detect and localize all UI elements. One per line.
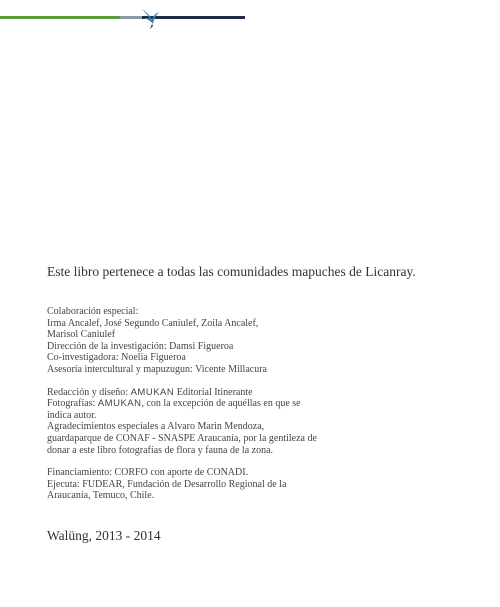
colab-names-line-1: Irma Ancalef, José Segundo Caniulef, Zoila Ancalef, — [47, 317, 259, 329]
brand-amukan-photos: AMUKAN — [97, 398, 142, 410]
decorative-top-bar — [0, 16, 245, 20]
research-direction: Dirección de la investigación: Damsi Figueroa — [47, 340, 234, 352]
bird-icon — [138, 6, 160, 30]
intercultural-advisory: Asesoría intercultural y mapuzugun: Vicente Millacura — [47, 363, 267, 375]
credits-block — [47, 306, 467, 502]
funding: Financiamiento: CORFO con aporte de CONADI. — [47, 467, 249, 479]
photo-credit-line-2: indica autor. — [47, 409, 97, 421]
acknowledgement-line-1: Agradecimientos especiales a Alvaro Marin Mendoza, — [47, 421, 265, 433]
photo-credit: Fotografías: AMUKAN, con la excepción de aquéllas en que se — [47, 398, 301, 410]
acknowledgement-line-2: guardaparque de CONAF - SNASPE Araucanía, por la gentileza de — [47, 432, 317, 444]
place-and-date: Walüng, 2013 - 2014 — [47, 528, 161, 543]
acknowledgement-line-3: donar a este libro fotografías de flora y fauna de la zona. — [47, 444, 274, 456]
editorial-credit: Redacción y diseño: AMUKAN Editorial Itinerante — [47, 386, 253, 398]
executor-line-1: Ejecuta: FUDEAR, Fundación de Desarrollo Regional de la — [47, 478, 287, 490]
executor-line-2: Araucanía, Temuco, Chile. — [47, 490, 155, 502]
brand-amukan: AMUKAN — [130, 386, 175, 398]
colab-title: Colaboración especial: — [47, 306, 139, 317]
co-investigator: Co-investigadora: Noelia Figueroa — [47, 352, 186, 364]
colab-names-line-2: Marisol Caniulef — [47, 329, 116, 341]
ownership-statement: Este libro pertenece a todas las comunidades mapuches de Licanray. — [47, 264, 416, 279]
top-bar-green-segment — [0, 16, 120, 19]
